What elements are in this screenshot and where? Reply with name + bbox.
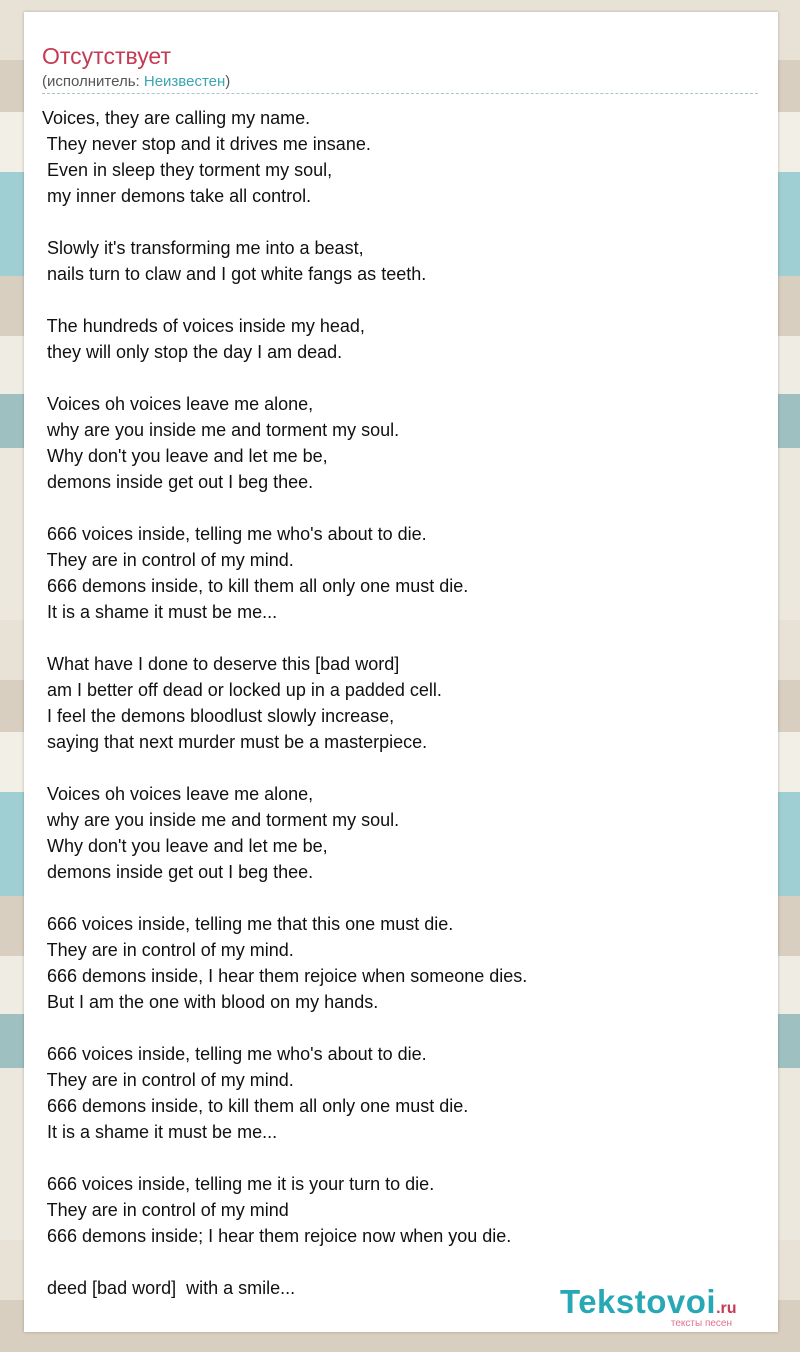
- artist-link[interactable]: Неизвестен: [143, 73, 226, 90]
- site-logo[interactable]: [560, 1284, 770, 1330]
- logo-main-text: Tekstovoi: [560, 1283, 717, 1320]
- logo-domain: .ru: [716, 1300, 737, 1317]
- artist-prefix: (исполнитель:: [42, 73, 144, 90]
- logo-tagline: тексты песен: [670, 1318, 732, 1329]
- header-divider: [42, 93, 758, 94]
- artist-suffix: ): [225, 73, 231, 90]
- artist-line: [42, 73, 230, 91]
- song-title: Отсутствует: [42, 43, 171, 69]
- lyrics-card: [24, 12, 778, 1332]
- lyrics-text: Voices, they are calling my name. They never stop and it drives me insane. Even in sleep they torment my soul, my inner demons take all control. Slowly it's transforming me into a beast, nails turn to claw and I got white fangs as teeth. The hundreds of voices inside my head, they will only stop the day I am dead. Voices oh voices leave me alone, why are you inside me and torment my soul. Why don't you leave and let me be, demons inside get out I beg thee. 666 voices inside, telling me who's about to die. They are in control of my mind. 666 demons inside, to kill them all only one must die. It is a shame it must be me... What have I done to deserve this [bad word] am I better off dead or locked up in a padded cell. I feel the demons bloodlust slowly increase, saying that next murder must be a masterpiece. Voices oh voices leave me alone, why are you inside me and torment my soul. Why don't you leave and let me be, demons inside get out I beg thee. 666 voices inside, telling me that this one must die. They are in control of my mind. 666 demons inside, I hear them rejoice when someone dies. But I am the one with blood on my hands. 666 voices inside, telling me who's about to die. They are in control of my mind. 666 demons inside, to kill them all only one must die. It is a shame it must be me... 666 voices inside, telling me it is your turn to die. They are in control of my mind 666 demons inside; I hear them rejoice now when you die. deed [bad word] with a smile...: [42, 108, 528, 1298]
